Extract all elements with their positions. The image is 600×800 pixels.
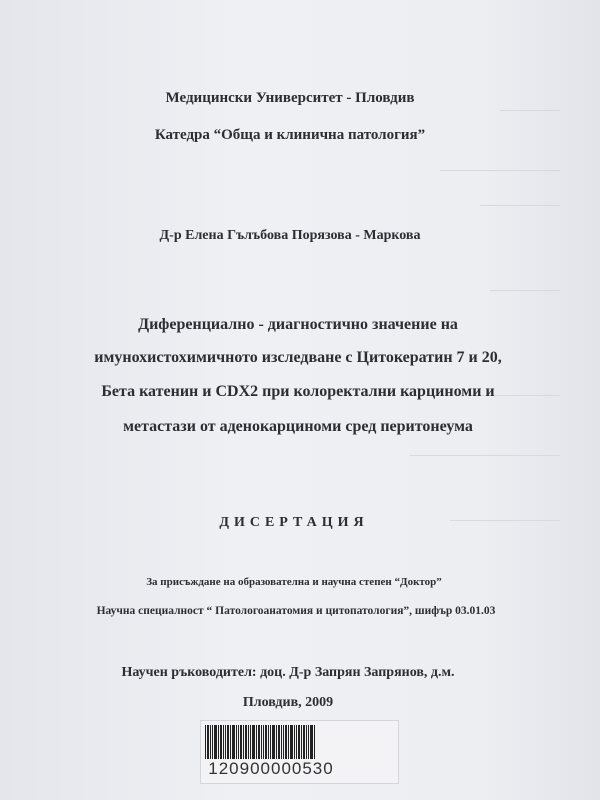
title-line: метастази от аденокарциноми сред перитонеума bbox=[123, 418, 473, 435]
barcode-bar bbox=[230, 725, 231, 759]
bleed-through-line bbox=[410, 455, 560, 456]
barcode-bar bbox=[294, 725, 295, 759]
barcode-bar bbox=[205, 725, 206, 759]
barcode-bar bbox=[243, 725, 244, 759]
barcode-bar bbox=[281, 725, 282, 759]
barcode-bar bbox=[276, 725, 277, 759]
barcode-bar bbox=[310, 725, 313, 759]
barcode-bar bbox=[268, 725, 269, 759]
barcode-bar bbox=[252, 725, 255, 759]
barcode-bar bbox=[283, 725, 284, 759]
barcode-bar bbox=[308, 725, 309, 759]
barcode-bar bbox=[298, 725, 300, 759]
barcode-bar bbox=[250, 725, 251, 759]
author-name: Д-р Елена Гълъбова Порязова - Маркова bbox=[159, 228, 421, 243]
specialty-text: Научна специалност “ Патологоанатомия и цитопатология”, шифър 03.01.03 bbox=[96, 605, 496, 617]
title-line: Диференциално - диагностично значение на bbox=[138, 316, 458, 333]
barcode-bar bbox=[256, 725, 257, 759]
document-type: ДИСЕРТАЦИЯ bbox=[219, 515, 369, 530]
barcode-bar bbox=[223, 725, 224, 759]
department-name: Катедра “Обща и клинична патология” bbox=[154, 127, 426, 143]
barcode-bar bbox=[225, 725, 226, 759]
barcode-bar bbox=[236, 725, 237, 759]
title-line: Бета катенин и CDX2 при колоректални карциноми и bbox=[101, 383, 495, 400]
barcode-bar bbox=[258, 725, 260, 759]
barcode-number: 120900000530 bbox=[208, 759, 334, 778]
title-line: имунохистохимичното изследване с Цитокератин 7 и 20, bbox=[94, 349, 502, 366]
bleed-through-line bbox=[500, 110, 560, 111]
barcode-bar bbox=[303, 725, 305, 759]
barcode-bar bbox=[261, 725, 262, 759]
barcode-bar bbox=[245, 725, 247, 759]
barcode-bar bbox=[214, 725, 217, 759]
barcode-bar bbox=[220, 725, 222, 759]
barcode-bar bbox=[218, 725, 219, 759]
barcode-bar bbox=[285, 725, 287, 759]
barcode-bar bbox=[207, 725, 209, 759]
degree-text: За присъждане на образователна и научна степен “Доктор” bbox=[146, 576, 442, 588]
barcode-bar bbox=[248, 725, 249, 759]
barcode-bar bbox=[306, 725, 307, 759]
barcode-bar bbox=[278, 725, 280, 759]
bleed-through-line bbox=[490, 290, 560, 291]
barcode-bar bbox=[210, 725, 211, 759]
barcode-bar bbox=[296, 725, 297, 759]
barcode-bar bbox=[212, 725, 213, 759]
barcode-bar bbox=[238, 725, 239, 759]
bleed-through-line bbox=[440, 170, 560, 171]
bleed-through-line bbox=[480, 205, 560, 206]
university-name: Медицински Университет - Пловдив bbox=[165, 90, 415, 106]
barcode-bars bbox=[205, 725, 365, 759]
barcode-label bbox=[200, 720, 399, 784]
barcode-bar bbox=[263, 725, 264, 759]
place-year: Пловдив, 2009 bbox=[242, 695, 334, 710]
barcode-bar bbox=[301, 725, 302, 759]
barcode-bar bbox=[270, 725, 271, 759]
barcode-bar bbox=[288, 725, 289, 759]
supervisor-text: Научен ръководител: доц. Д-р Запрян Запрянов, д.м. bbox=[121, 665, 455, 680]
barcode-bar bbox=[265, 725, 267, 759]
barcode-bar bbox=[227, 725, 229, 759]
barcode-bar bbox=[314, 725, 315, 759]
barcode-bar bbox=[232, 725, 235, 759]
barcode-bar bbox=[272, 725, 275, 759]
barcode-bar bbox=[240, 725, 242, 759]
barcode-bar bbox=[290, 725, 293, 759]
